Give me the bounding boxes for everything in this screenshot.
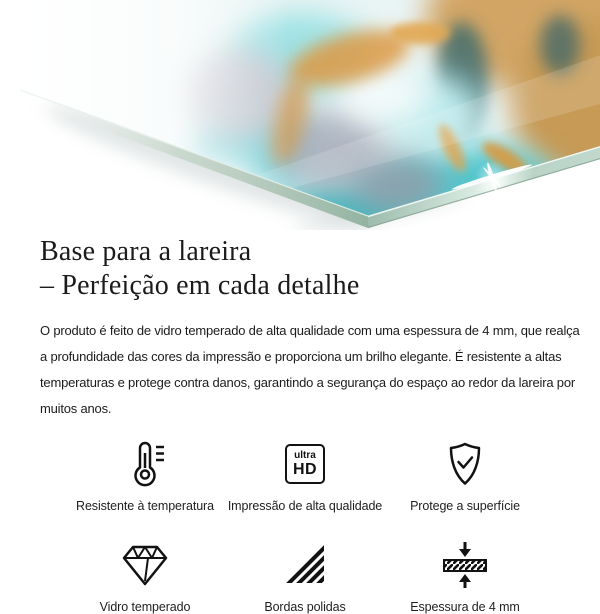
glass-panel-illustration <box>0 0 600 230</box>
hero-product-image <box>0 0 600 230</box>
feature-print-quality <box>225 438 385 513</box>
polished-edge-icon <box>283 539 327 591</box>
product-description-section <box>0 235 600 614</box>
feature-label: Vidro temperado <box>99 600 191 614</box>
page-title <box>40 235 560 303</box>
feature-label: Impressão de alta qualidade <box>227 499 383 513</box>
shield-check-icon <box>443 438 487 490</box>
feature-label: Resistente à temperatura <box>76 499 214 513</box>
ultra-hd-badge-bottom: HD <box>292 460 318 478</box>
ultra-hd-icon <box>285 438 325 490</box>
feature-polished-edges <box>225 539 385 614</box>
page-title-line2: – Perfeição em cada detalhe <box>40 270 360 301</box>
feature-thickness <box>385 539 545 614</box>
thickness-icon <box>441 539 489 591</box>
product-description-text: O produto é feito de vidro temperado de alta qualidade com uma espessura de 4 mm, que realça a profundidade das cores da impressão e proporciona um brilho elegante. É resistente a altas temperaturas e protege contra danos, garantindo a segurança do espaço ao redor da lareira por muitos anos. <box>40 323 580 416</box>
feature-label: Espessura de 4 mm <box>410 600 520 614</box>
feature-label: Protege a superfície <box>410 499 520 513</box>
page-title-line1: Base para a lareira <box>40 236 252 267</box>
feature-temperature <box>65 438 225 513</box>
thermometer-icon <box>122 438 168 490</box>
feature-grid <box>40 438 560 614</box>
feature-tempered-glass <box>65 539 225 614</box>
feature-surface-protection <box>385 438 545 513</box>
diamond-icon <box>120 539 170 591</box>
ultra-hd-badge-top: ultra <box>294 449 316 461</box>
feature-label: Bordas polidas <box>264 600 346 614</box>
